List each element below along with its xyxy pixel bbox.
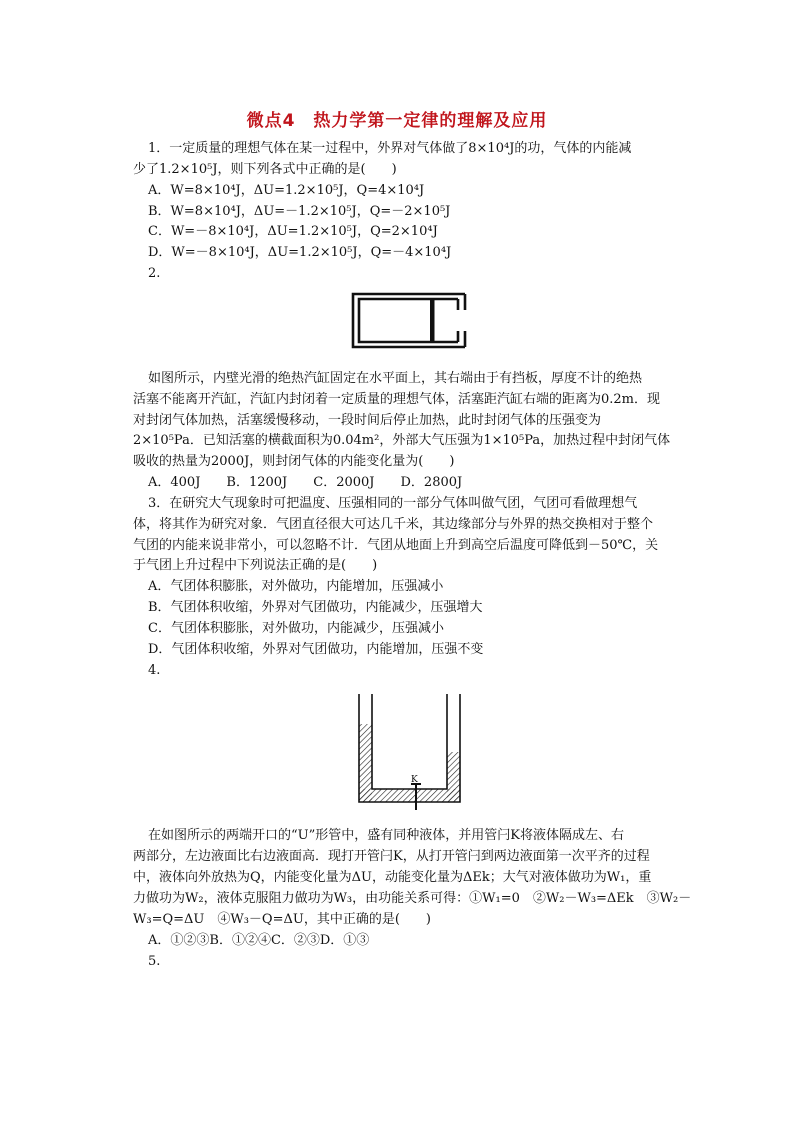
q3-stem-line-4: 于气团上升过程中下列说法正确的是( ) bbox=[133, 558, 378, 573]
q1-option-d: D．W=－8×10⁴J，ΔU=1.2×10⁵J，Q=－4×10⁴J bbox=[148, 245, 452, 260]
q4-stem-line-1: 在如图所示的两端开口的“U”形管中，盛有同种液体，并用管闩K将液体隔成左、右 bbox=[148, 828, 624, 843]
q3-option-b: B．气团体积收缩，外界对气团做功，内能减少，压强增大 bbox=[148, 600, 483, 615]
q4-options: A．①②③B．①②④C．②③D．①③ bbox=[148, 933, 370, 948]
q2-stem-line-2: 活塞不能离开汽缸，汽缸内封闭着一定质量的理想气体，活塞距汽缸右端的距离为0.2m．现 bbox=[133, 392, 661, 407]
q2-number: 2. bbox=[148, 266, 161, 281]
q1-option-c: C．W=－8×10⁴J，ΔU=1.2×10⁵J，Q=2×10⁴J bbox=[148, 224, 438, 239]
q4-number: 4. bbox=[148, 663, 161, 678]
liquid bbox=[359, 724, 460, 802]
q3-stem-line-1: 3．在研究大气现象时可把温度、压强相同的一部分气体叫做气团，气团可看做理想气 bbox=[148, 496, 638, 511]
q3-option-a: A．气团体积膨胀，对外做功，内能增加，压强减小 bbox=[148, 579, 444, 594]
q2-stem-line-5: 吸收的热量为2000J，则封闭气体的内能变化量为( ) bbox=[133, 454, 455, 469]
q4-stem-line-2: 两部分，左边液面比右边液面高．现打开管闩K，从打开管闩到两边液面第一次平齐的过程 bbox=[133, 849, 650, 864]
q4-stem-line-4: 力做功为W₂，液体克服阻力做功为W₃，由功能关系可得：①W₁=0 ②W₂－W₃=ΔEk ③W₂－ bbox=[133, 891, 692, 906]
q1-option-b: B．W=8×10⁴J，ΔU=－1.2×10⁵J，Q=－2×10⁵J bbox=[148, 204, 451, 219]
q1-stem-line-2: 少了1.2×10⁵J，则下列各式中正确的是( ) bbox=[133, 162, 397, 177]
page-title: 微点4 热力学第一定律的理解及应用 bbox=[246, 111, 548, 131]
q1-stem-line-1: 1．一定质量的理想气体在某一过程中，外界对气体做了8×10⁴J的功，气体的内能减 bbox=[148, 141, 632, 156]
q2-stem-line-4: 2×10⁵Pa．已知活塞的横截面积为0.04m²，外部大气压强为1×10⁵Pa，加热过程中封闭气体 bbox=[133, 433, 671, 448]
q4-stem-line-5: W₃=Q=ΔU ④W₃－Q=ΔU，其中正确的是( ) bbox=[133, 912, 431, 927]
q4-stem-line-3: 中，液体向外放热为Q，内能变化量为ΔU，动能变化量为ΔEk；大气对液体做功为W₁，重 bbox=[133, 870, 652, 885]
u-tube-diagram bbox=[350, 690, 470, 815]
valve-label: K bbox=[411, 775, 418, 785]
cylinder-outline bbox=[353, 294, 465, 347]
q3-stem-line-2: 体，将其作为研究对象．气团直径很大可达几千米，其边缘部分与外界的热交换相对于整个 bbox=[133, 517, 654, 532]
q1-option-a: A．W=8×10⁴J，ΔU=1.2×10⁵J，Q=4×10⁴J bbox=[148, 183, 425, 198]
q2-options: A．400J B．1200J C．2000J D．2800J bbox=[148, 475, 463, 490]
q2-stem-line-1: 如图所示，内壁光滑的绝热汽缸固定在水平面上，其右端由于有挡板，厚度不计的绝热 bbox=[148, 371, 643, 386]
q2-stem-line-3: 对封闭气体加热，活塞缓慢移动，一段时间后停止加热，此时封闭气体的压强变为 bbox=[133, 413, 602, 428]
q3-stem-line-3: 气团的内能来说非常小，可以忽略不计．气团从地面上升到高空后温度可降低到－50℃，关 bbox=[133, 538, 659, 553]
q3-option-d: D．气团体积收缩，外界对气团做功，内能增加，压强不变 bbox=[148, 642, 484, 657]
q5-number: 5. bbox=[148, 954, 161, 969]
piston bbox=[430, 299, 435, 342]
q3-option-c: C．气团体积膨胀，对外做功，内能减少，压强减小 bbox=[148, 621, 444, 636]
u-tube-walls bbox=[359, 694, 460, 802]
cylinder-piston-diagram bbox=[345, 290, 475, 352]
